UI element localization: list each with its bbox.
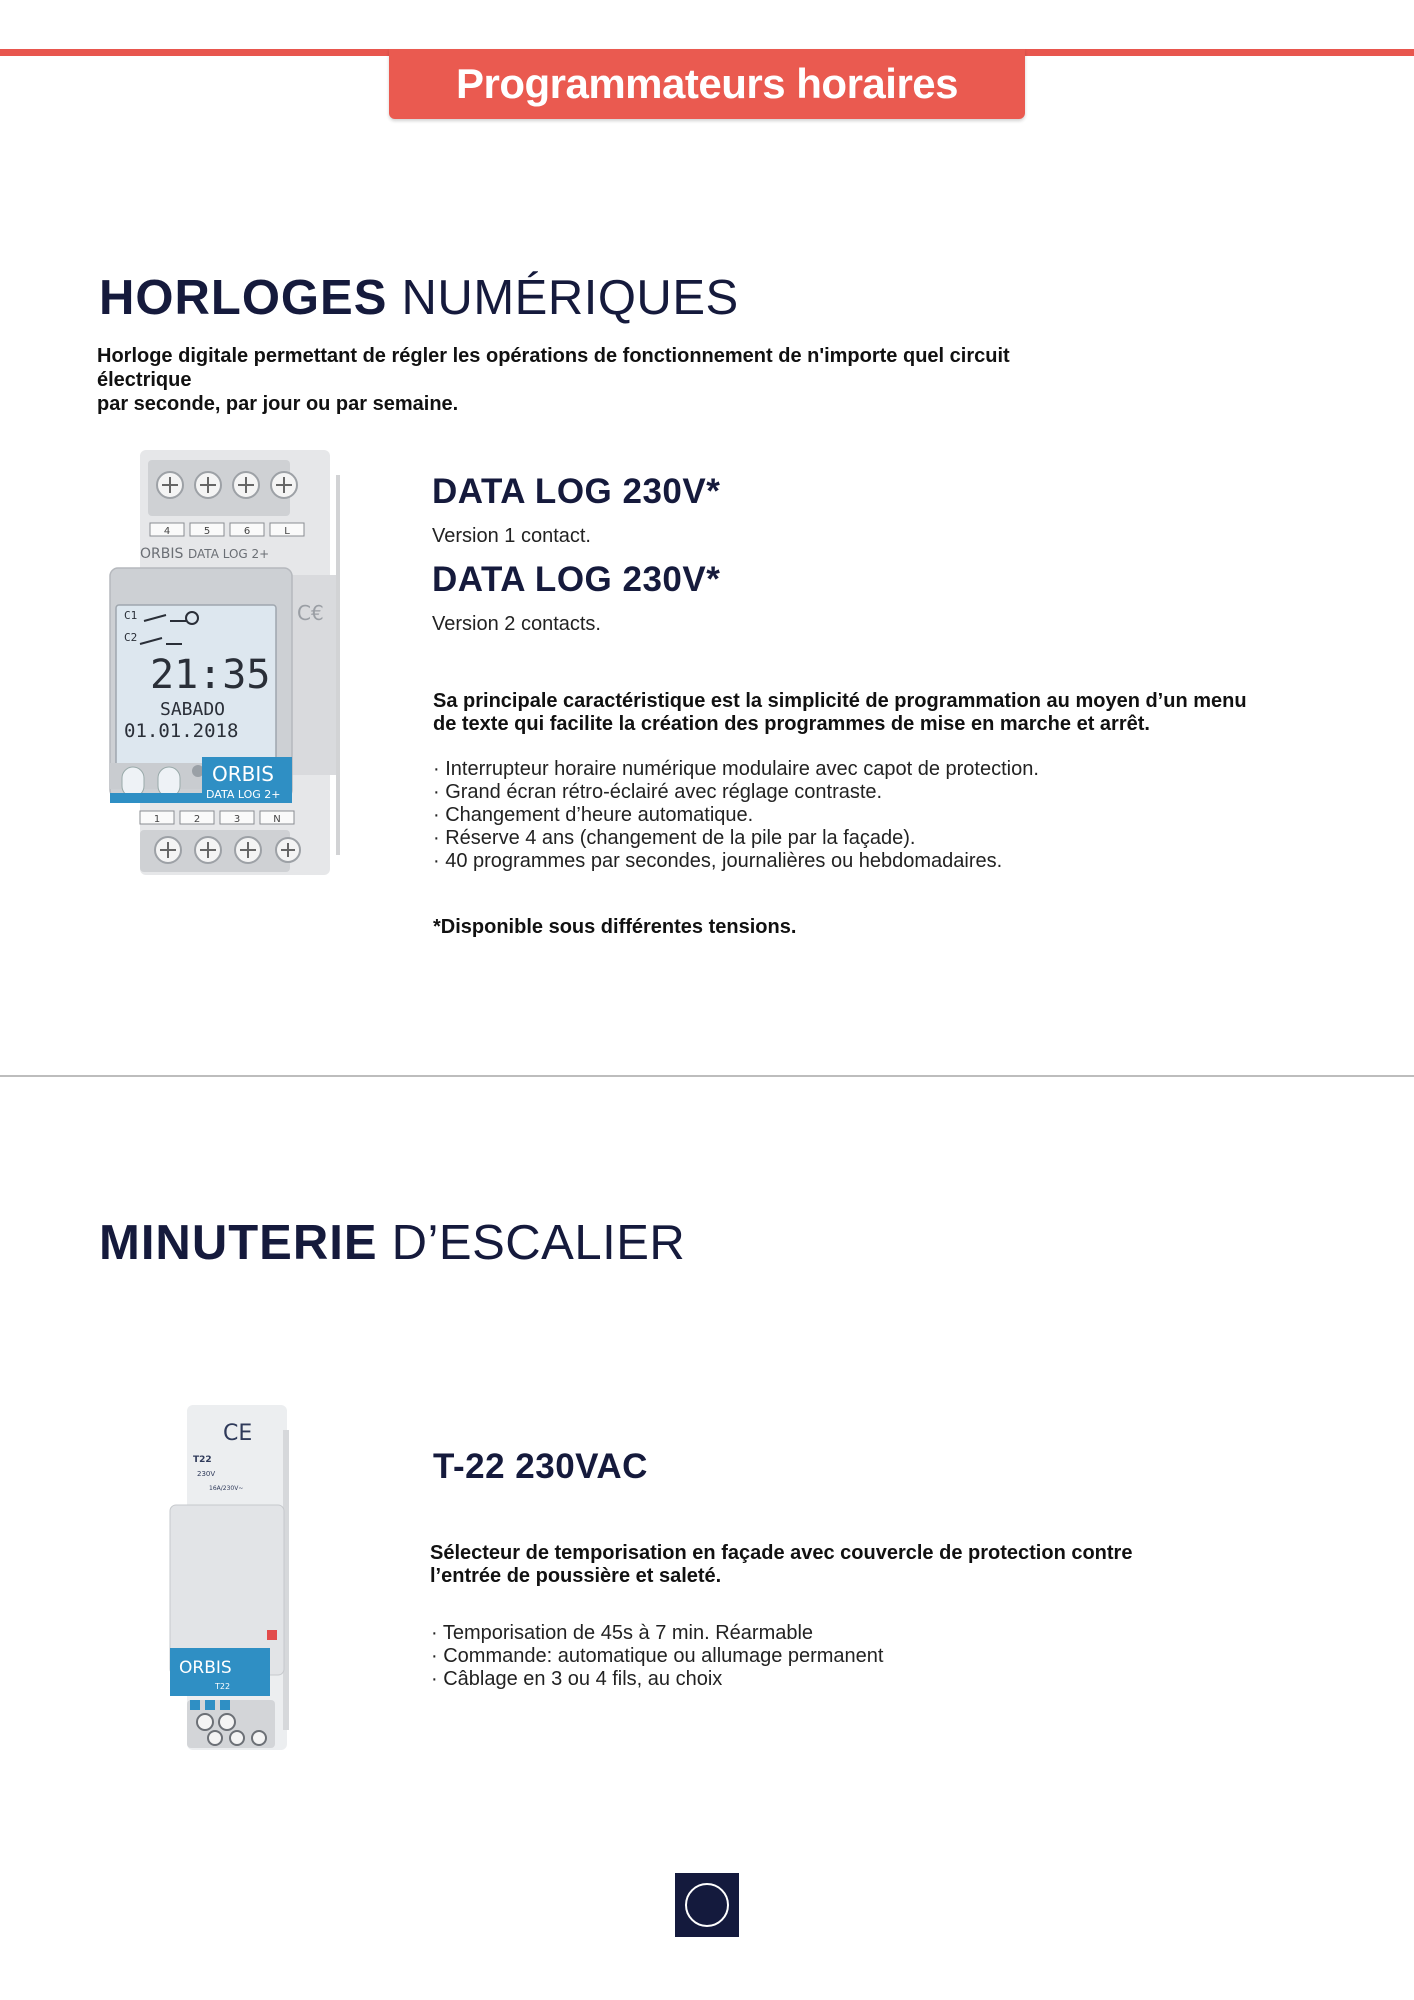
product-name-datalog-2: DATA LOG 230V*	[432, 560, 721, 599]
t22-model-label: T22	[193, 1455, 212, 1465]
datalog-device-image	[100, 445, 340, 885]
ce-mark: CE	[223, 1421, 253, 1446]
top-terminal-label: 5	[203, 526, 211, 537]
feature-item: · Temporisation de 45s à 7 min. Réarmable	[431, 1622, 883, 1645]
lcd-day: SABADO	[160, 699, 226, 720]
product-subtitle-datalog-1: Version 1 contact.	[432, 525, 591, 547]
feature-item: · 40 programmes par secondes, journalières ou hebdomadaires.	[433, 850, 1039, 873]
description-line: l’entrée de poussière et saleté.	[430, 1565, 722, 1587]
bottom-terminal-label: 3	[233, 814, 241, 825]
device-model-top: DATA LOG 2+	[188, 547, 270, 561]
page-mark-circle-icon	[675, 1873, 739, 1937]
datalog-feature-list	[433, 758, 1039, 873]
description-line: de texte qui facilite la création des programmes de mise en marche et arrêt.	[433, 713, 1150, 735]
product-subtitle-datalog-2: Version 2 contacts.	[432, 613, 601, 635]
lcd-time: 21:35	[150, 652, 271, 698]
feature-item: · Changement d’heure automatique.	[433, 804, 1039, 827]
availability-note: *Disponible sous différentes tensions.	[433, 916, 797, 938]
feature-item: · Réserve 4 ans (changement de la pile par la façade).	[433, 827, 1039, 850]
t22-voltage-label: 230V	[197, 1470, 216, 1478]
t22-rating-label: 16A/230V~	[209, 1485, 244, 1492]
description-line: Sélecteur de temporisation en façade avec couvercle de protection contre	[430, 1542, 1133, 1564]
section-title-light: NUMÉRIQUES	[401, 271, 739, 325]
top-terminal-label: L	[284, 526, 290, 537]
bottom-terminal-label: N	[273, 814, 281, 825]
t22-brand: ORBIS	[179, 1658, 232, 1678]
lcd-c1: C1	[124, 609, 138, 622]
intro-line-2: par seconde, par jour ou par semaine.	[97, 393, 459, 415]
feature-item: · Interrupteur horaire numérique modulaire avec capot de protection.	[433, 758, 1039, 781]
product-name-t22: T-22 230VAC	[433, 1447, 648, 1486]
lcd-date: 01.01.2018	[124, 720, 239, 742]
device-model-panel: DATA LOG 2+	[206, 788, 281, 801]
top-terminal-label: 6	[243, 526, 251, 537]
product-name-datalog-1: DATA LOG 230V*	[432, 472, 721, 511]
intro-line-1: Horloge digitale permettant de régler les opérations de fonctionnement de n'importe quel circuit électrique	[97, 345, 1010, 391]
device-brand-top: ORBIS	[140, 546, 184, 562]
feature-item: · Grand écran rétro-éclairé avec réglage contraste.	[433, 781, 1039, 804]
section-intro	[97, 344, 1097, 416]
device-brand-panel: ORBIS	[212, 762, 274, 786]
bottom-terminal-label: 1	[153, 814, 161, 825]
t22-feature-list	[431, 1622, 883, 1691]
bottom-terminal-label: 2	[193, 814, 201, 825]
datalog-description	[433, 690, 1247, 736]
section-title-bold: HORLOGES	[99, 271, 388, 325]
section-title-horloges	[99, 270, 739, 326]
section-title-light: D’ESCALIER	[391, 1216, 686, 1270]
section-divider	[0, 1075, 1414, 1077]
svg-text:C€: C€	[297, 601, 324, 625]
section-title-bold: MINUTERIE	[99, 1216, 378, 1270]
section-title-minuterie	[99, 1215, 685, 1271]
top-terminal-label: 4	[163, 526, 171, 537]
lcd-c2: C2	[124, 631, 138, 644]
t22-device-image	[165, 1400, 305, 1755]
feature-item: · Câblage en 3 ou 4 fils, au choix	[431, 1668, 883, 1691]
t22-model-small: T22	[215, 1682, 231, 1691]
t22-description	[430, 1542, 1132, 1588]
page-banner-title: Programmateurs horaires	[389, 49, 1025, 119]
description-line: Sa principale caractéristique est la simplicité de programmation au moyen d’un menu	[433, 690, 1247, 712]
feature-item: · Commande: automatique ou allumage permanent	[431, 1645, 883, 1668]
